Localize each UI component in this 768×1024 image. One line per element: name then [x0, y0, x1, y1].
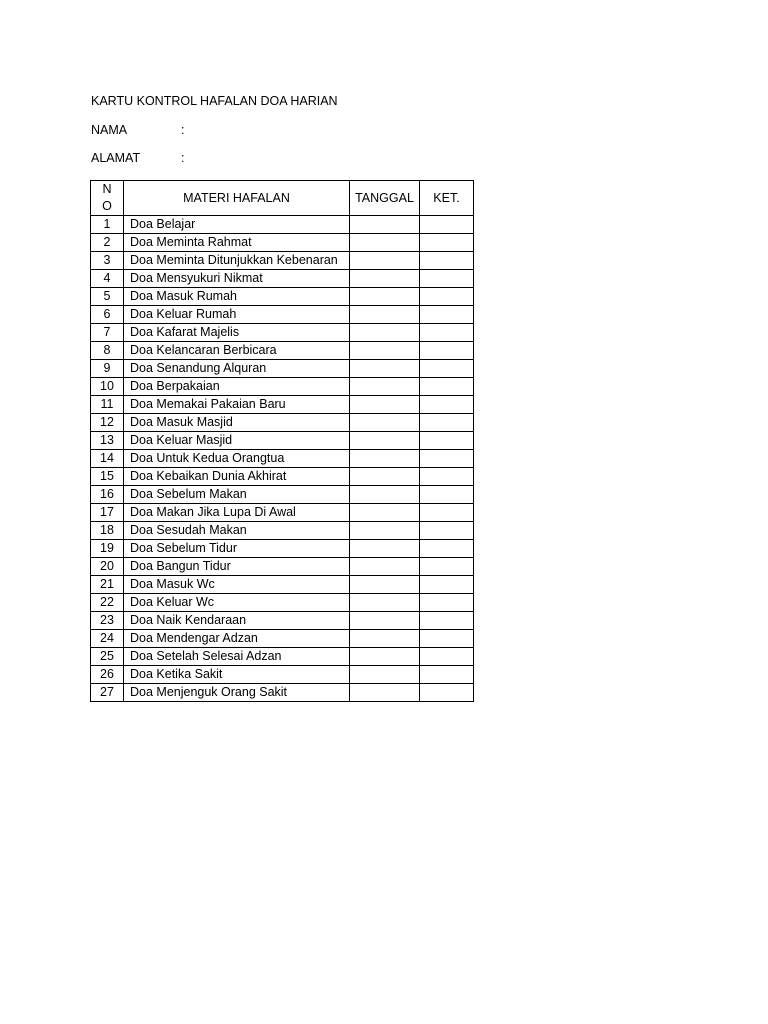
row-tanggal-cell — [350, 414, 420, 432]
row-materi: Doa Keluar Rumah — [124, 306, 350, 324]
header-tanggal: TANGGAL — [350, 181, 420, 216]
row-materi: Doa Meminta Rahmat — [124, 234, 350, 252]
row-tanggal-cell — [350, 450, 420, 468]
row-number: 8 — [91, 342, 124, 360]
row-ket-cell — [420, 360, 474, 378]
row-number: 1 — [91, 216, 124, 234]
row-materi: Doa Masuk Rumah — [124, 288, 350, 306]
table-row — [91, 360, 474, 378]
table-row — [91, 450, 474, 468]
field-nama — [91, 123, 184, 137]
row-materi: Doa Kelancaran Berbicara — [124, 342, 350, 360]
row-ket-cell — [420, 396, 474, 414]
row-number: 18 — [91, 522, 124, 540]
row-ket-cell — [420, 324, 474, 342]
table-row — [91, 648, 474, 666]
row-ket-cell — [420, 270, 474, 288]
table-row — [91, 630, 474, 648]
header-ket: KET. — [420, 181, 474, 216]
row-ket-cell — [420, 216, 474, 234]
row-number: 6 — [91, 306, 124, 324]
row-ket-cell — [420, 342, 474, 360]
row-tanggal-cell — [350, 252, 420, 270]
row-number: 15 — [91, 468, 124, 486]
row-ket-cell — [420, 414, 474, 432]
row-tanggal-cell — [350, 558, 420, 576]
row-tanggal-cell — [350, 648, 420, 666]
row-ket-cell — [420, 630, 474, 648]
table-row — [91, 612, 474, 630]
table-row — [91, 396, 474, 414]
row-number: 24 — [91, 630, 124, 648]
row-materi: Doa Masuk Wc — [124, 576, 350, 594]
row-materi: Doa Sebelum Makan — [124, 486, 350, 504]
header-no-line1: N — [102, 182, 112, 196]
row-ket-cell — [420, 450, 474, 468]
row-tanggal-cell — [350, 594, 420, 612]
table-row — [91, 666, 474, 684]
row-tanggal-cell — [350, 504, 420, 522]
row-materi: Doa Masuk Masjid — [124, 414, 350, 432]
header-no-line2: O — [102, 199, 112, 213]
header-no — [91, 181, 124, 216]
row-tanggal-cell — [350, 612, 420, 630]
row-number: 10 — [91, 378, 124, 396]
table-row — [91, 324, 474, 342]
row-ket-cell — [420, 486, 474, 504]
table-row — [91, 684, 474, 702]
row-ket-cell — [420, 432, 474, 450]
row-materi: Doa Kebaikan Dunia Akhirat — [124, 468, 350, 486]
row-number: 21 — [91, 576, 124, 594]
row-materi: Doa Naik Kendaraan — [124, 612, 350, 630]
field-nama-colon: : — [181, 123, 185, 137]
header-materi: MATERI HAFALAN — [124, 181, 350, 216]
row-ket-cell — [420, 576, 474, 594]
table-row — [91, 468, 474, 486]
field-nama-label: NAMA — [91, 123, 128, 137]
row-tanggal-cell — [350, 324, 420, 342]
row-number: 13 — [91, 432, 124, 450]
row-materi: Doa Menjenguk Orang Sakit — [124, 684, 350, 702]
row-ket-cell — [420, 306, 474, 324]
row-materi: Doa Setelah Selesai Adzan — [124, 648, 350, 666]
table-row — [91, 558, 474, 576]
row-ket-cell — [420, 522, 474, 540]
row-tanggal-cell — [350, 216, 420, 234]
row-materi: Doa Mendengar Adzan — [124, 630, 350, 648]
table-row — [91, 576, 474, 594]
row-materi: Doa Memakai Pakaian Baru — [124, 396, 350, 414]
field-alamat-colon: : — [181, 151, 185, 165]
table-row — [91, 504, 474, 522]
row-tanggal-cell — [350, 486, 420, 504]
table-row — [91, 288, 474, 306]
field-alamat-label: ALAMAT — [91, 151, 141, 165]
row-tanggal-cell — [350, 234, 420, 252]
row-tanggal-cell — [350, 306, 420, 324]
table-row — [91, 378, 474, 396]
row-number: 20 — [91, 558, 124, 576]
row-tanggal-cell — [350, 396, 420, 414]
row-materi: Doa Ketika Sakit — [124, 666, 350, 684]
row-number: 11 — [91, 396, 124, 414]
row-number: 16 — [91, 486, 124, 504]
row-tanggal-cell — [350, 576, 420, 594]
row-number: 27 — [91, 684, 124, 702]
row-ket-cell — [420, 612, 474, 630]
row-tanggal-cell — [350, 270, 420, 288]
row-tanggal-cell — [350, 288, 420, 306]
table-row — [91, 522, 474, 540]
row-number: 3 — [91, 252, 124, 270]
row-number: 26 — [91, 666, 124, 684]
row-materi: Doa Makan Jika Lupa Di Awal — [124, 504, 350, 522]
row-tanggal-cell — [350, 666, 420, 684]
row-number: 25 — [91, 648, 124, 666]
table-row — [91, 486, 474, 504]
table-row — [91, 270, 474, 288]
row-materi: Doa Mensyukuri Nikmat — [124, 270, 350, 288]
row-materi: Doa Senandung Alquran — [124, 360, 350, 378]
table-header-row — [91, 181, 474, 216]
field-alamat — [91, 151, 184, 165]
row-tanggal-cell — [350, 432, 420, 450]
row-ket-cell — [420, 594, 474, 612]
row-number: 22 — [91, 594, 124, 612]
row-number: 12 — [91, 414, 124, 432]
row-tanggal-cell — [350, 540, 420, 558]
row-ket-cell — [420, 234, 474, 252]
row-tanggal-cell — [350, 342, 420, 360]
table-row — [91, 342, 474, 360]
hafalan-table — [90, 180, 474, 702]
row-ket-cell — [420, 288, 474, 306]
table-row — [91, 540, 474, 558]
row-ket-cell — [420, 540, 474, 558]
table-row — [91, 216, 474, 234]
row-ket-cell — [420, 684, 474, 702]
row-ket-cell — [420, 648, 474, 666]
row-materi: Doa Bangun Tidur — [124, 558, 350, 576]
row-number: 5 — [91, 288, 124, 306]
page-title: KARTU KONTROL HAFALAN DOA HARIAN — [91, 94, 338, 108]
row-materi: Doa Untuk Kedua Orangtua — [124, 450, 350, 468]
table-body — [91, 216, 474, 702]
row-ket-cell — [420, 504, 474, 522]
row-materi: Doa Berpakaian — [124, 378, 350, 396]
row-materi: Doa Meminta Ditunjukkan Kebenaran — [124, 252, 350, 270]
row-materi: Doa Belajar — [124, 216, 350, 234]
row-tanggal-cell — [350, 468, 420, 486]
row-ket-cell — [420, 252, 474, 270]
table-row — [91, 432, 474, 450]
row-number: 7 — [91, 324, 124, 342]
table-row — [91, 306, 474, 324]
row-ket-cell — [420, 378, 474, 396]
row-materi: Doa Sesudah Makan — [124, 522, 350, 540]
row-ket-cell — [420, 558, 474, 576]
row-materi: Doa Sebelum Tidur — [124, 540, 350, 558]
row-tanggal-cell — [350, 522, 420, 540]
row-materi: Doa Kafarat Majelis — [124, 324, 350, 342]
row-number: 2 — [91, 234, 124, 252]
table-row — [91, 234, 474, 252]
row-number: 19 — [91, 540, 124, 558]
row-tanggal-cell — [350, 630, 420, 648]
row-ket-cell — [420, 468, 474, 486]
row-materi: Doa Keluar Wc — [124, 594, 350, 612]
table-row — [91, 252, 474, 270]
table-row — [91, 414, 474, 432]
row-number: 23 — [91, 612, 124, 630]
row-number: 4 — [91, 270, 124, 288]
row-materi: Doa Keluar Masjid — [124, 432, 350, 450]
row-number: 9 — [91, 360, 124, 378]
row-ket-cell — [420, 666, 474, 684]
row-number: 14 — [91, 450, 124, 468]
row-tanggal-cell — [350, 360, 420, 378]
row-number: 17 — [91, 504, 124, 522]
table-row — [91, 594, 474, 612]
row-tanggal-cell — [350, 378, 420, 396]
row-tanggal-cell — [350, 684, 420, 702]
